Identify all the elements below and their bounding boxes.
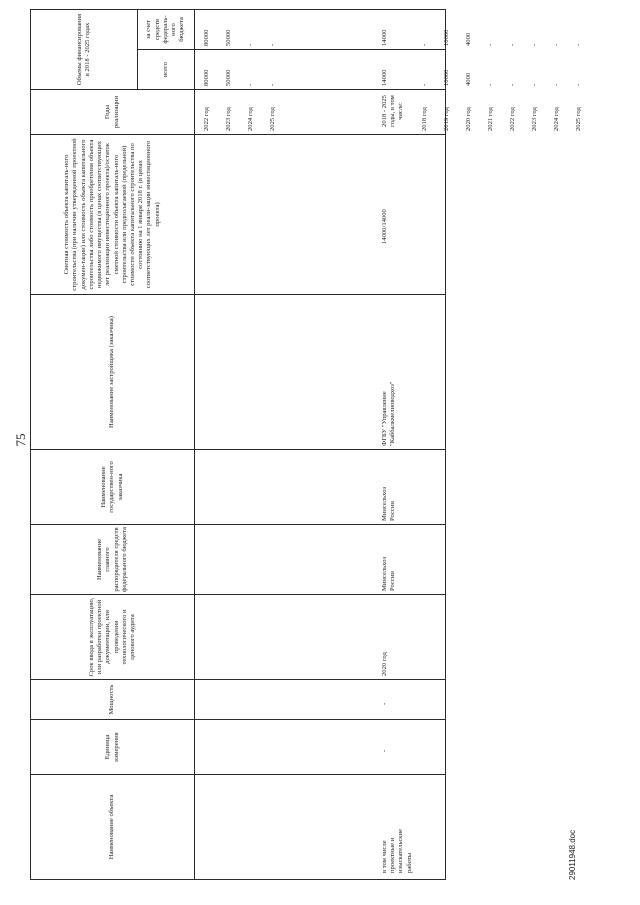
federal-value: 80000 xyxy=(203,29,210,46)
cell-estimate xyxy=(195,135,446,295)
header-object-name: Наименование объекта xyxy=(31,775,195,880)
year-line: 2018 год xyxy=(421,107,428,131)
federal-value: - xyxy=(509,43,516,46)
state-customer-text: Минсельхоз России xyxy=(381,486,397,521)
total-value: 4000 xyxy=(465,72,472,86)
total-value: - xyxy=(421,83,428,86)
years-head: 2018 - 2025 годы, в том числе: xyxy=(381,95,405,127)
federal-value: - xyxy=(421,43,428,46)
header-total: всего xyxy=(138,50,195,90)
year-line: 2023 год xyxy=(531,107,538,131)
header-capacity: Мощность xyxy=(31,680,195,720)
capacity-text: - xyxy=(381,702,388,705)
federal-value: 4000 xyxy=(465,32,472,46)
year-line: 2023 год xyxy=(225,107,232,131)
total-value: - xyxy=(487,83,494,86)
total-value: - xyxy=(553,83,560,86)
total-value: - xyxy=(509,83,516,86)
year-line: 2022 год xyxy=(203,107,210,131)
developer-text: ФГБУ "Управление "Каббалкмелиоводхоз" xyxy=(381,381,397,446)
cell-state-customer xyxy=(195,450,446,525)
page-number: 75 xyxy=(13,433,28,447)
federal-value: - xyxy=(487,43,494,46)
cell-federal xyxy=(195,9,582,49)
year-line: 2024 год xyxy=(553,107,560,131)
year-line: 2025 год xyxy=(575,107,582,131)
federal-value: - xyxy=(553,43,560,46)
unit-text: - xyxy=(381,749,388,752)
year-line: 2020 год xyxy=(465,107,472,131)
year-line: 2025 год xyxy=(269,107,276,131)
cell-main-manager xyxy=(195,525,446,595)
footer-doc-name: 29011948.doc xyxy=(568,829,577,880)
object-name-text: в том числе проектные и изыскательские работы xyxy=(381,828,413,873)
header-funding: Объемы финансирования в 2018 - 2025 годах xyxy=(31,9,138,89)
cell-unit xyxy=(195,720,446,775)
federal-head: 14000 xyxy=(381,29,388,46)
commissioning-text: 2020 год xyxy=(381,652,388,676)
total-value: - xyxy=(575,83,582,86)
cell-commissioning xyxy=(195,595,446,680)
main-manager-text: Минсельхоз России xyxy=(381,556,397,591)
header-state-customer: Наименование государствен-ного заказчика xyxy=(31,450,195,525)
header-commissioning: Срок ввода в эксплуатацию, или разработки проектной документации, или проведения технологического и ценового аудита xyxy=(31,595,195,680)
year-line: 2022 год xyxy=(509,107,516,131)
header-years: Годы реализации xyxy=(31,90,195,135)
header-row xyxy=(31,9,138,879)
total-value: 50000 xyxy=(225,69,232,86)
cell-capacity xyxy=(195,680,446,720)
total-value: - xyxy=(531,83,538,86)
federal-value: - xyxy=(269,43,276,46)
total-value: - xyxy=(247,83,254,86)
total-value: 10000 xyxy=(443,69,450,86)
header-unit: Единица измерения xyxy=(31,720,195,775)
data-row xyxy=(195,9,446,879)
rotated-page xyxy=(10,10,580,880)
year-line: 2021 год xyxy=(487,107,494,131)
header-federal: за счет средств федераль-ного бюджета xyxy=(138,9,195,49)
cell-object-name xyxy=(195,775,446,880)
cell-years xyxy=(195,90,582,135)
cell-total xyxy=(195,50,582,90)
federal-value: - xyxy=(575,43,582,46)
federal-value: 10000 xyxy=(443,29,450,46)
year-line: 2024 год xyxy=(247,107,254,131)
federal-value: 50000 xyxy=(225,29,232,46)
header-main-manager: Наименование главного распорядителя средств федерального бюджета xyxy=(31,525,195,595)
federal-value: - xyxy=(247,43,254,46)
federal-value: - xyxy=(531,43,538,46)
total-value: - xyxy=(269,83,276,86)
estimate-text: 14000/14000 xyxy=(381,209,388,244)
total-head: 14000 xyxy=(381,69,388,86)
header-developer: Наименование застройщика (заказчика) xyxy=(31,295,195,450)
header-estimate: Сметная стоимость объекта капиталь-ного строительства (при наличии утвержденной проектной докумен-тации) или стоимость объекта капитального строительства либо стоимость приобретения объекта недвижимого имущества (в ценах соответствующих лет реализации инвестиционного проекта)/остаток сметной стоимости объекта капиталь-ного строительства или предполагаемой (предельной) стоимости объекта капитального строительства по состоянию на 1 января 2018 г. (в ценах соответствующих лет реали-зации инвестиционного проекта) xyxy=(31,135,195,295)
cell-developer xyxy=(195,295,446,450)
total-value: 80000 xyxy=(203,69,210,86)
year-line: 2019 год xyxy=(443,107,450,131)
